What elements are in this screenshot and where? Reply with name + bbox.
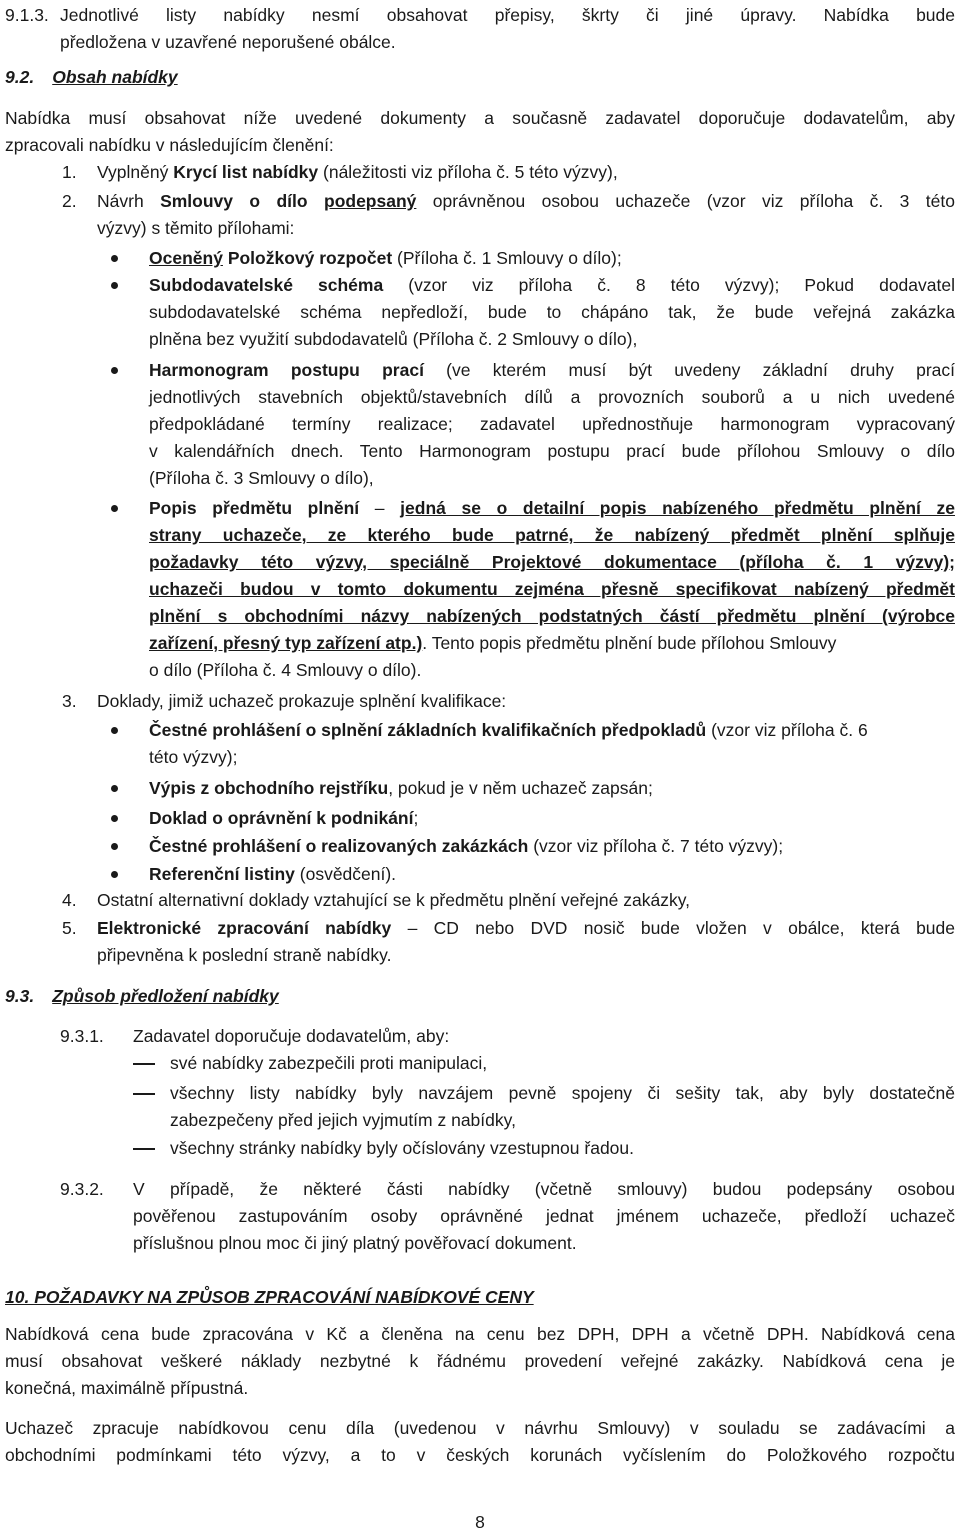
- paragraph-line: Zadavatel doporučuje dodavatelům, aby:: [133, 1026, 450, 1046]
- bold-underlined-text: Oceněný: [149, 248, 223, 268]
- section-heading-9-3: [5, 983, 279, 1009]
- section-title: Obsah nabídky: [52, 67, 178, 87]
- bullet-item: [149, 245, 622, 271]
- bold-text: Elektronické zpracování nabídky: [97, 918, 392, 938]
- section-heading-10: 10. POŽADAVKY NA ZPŮSOB ZPRACOVÁNÍ NABÍDKOVÉ CENY: [5, 1287, 534, 1307]
- dash-item: všechny stránky nabídky byly očíslovány vzestupnou řadou.: [170, 1138, 634, 1158]
- bold-text: Doklad o oprávnění k podnikání: [149, 808, 414, 828]
- paragraph-line: této výzvy);: [149, 747, 238, 767]
- text-span: Vyplněný: [97, 162, 174, 182]
- text-span: Návrh: [97, 191, 161, 211]
- bullet-item: [149, 805, 418, 831]
- bullet-item: [149, 357, 955, 383]
- text-span: oprávněnou osobou uchazeče (vzor viz příloha č. 3 této: [416, 191, 955, 211]
- bullet-icon: [111, 367, 118, 374]
- section-heading-9-2: [5, 64, 178, 90]
- dash-item: všechny listy nabídky byly navzájem pevně spojeny či sešity tak, aby byly dostatečně: [170, 1083, 955, 1103]
- paragraph-line: Nabídková cena bude zpracována v Kč a členěna na cenu bez DPH, DPH a včetně DPH. Nabídková cena: [5, 1324, 955, 1344]
- bold-text: Smlouvy o dílo: [160, 191, 308, 211]
- paragraph-line: příslušnou plnou moc či jiný platný pověřovací dokument.: [133, 1233, 577, 1253]
- text-span: (vzor viz příloha č. 8 této výzvy); Pokud dodavatel: [383, 275, 955, 295]
- bullet-icon: [111, 255, 118, 262]
- text-span: (vzor viz příloha č. 7 této výzvy);: [528, 836, 784, 856]
- paragraph-line: Nabídka musí obsahovat níže uvedené dokumenty a současně zadavatel doporučuje dodavatelům, aby: [5, 108, 955, 128]
- paragraph-line: (Příloha č. 3 Smlouvy o dílo),: [149, 468, 374, 488]
- text-span: , pokud je v něm uchazeč zapsán;: [388, 778, 653, 798]
- text-span: (ve kterém musí být uvedeny základní druhy prací: [423, 360, 955, 380]
- paragraph-line: zpracovali nabídku v následujícím členění:: [5, 135, 334, 155]
- paragraph-line: pověřenou zastupováním osoby oprávněné jednat jménem uchazeče, předloží uchazeč: [133, 1206, 955, 1226]
- bullet-item: [149, 861, 396, 887]
- paragraph-line: výzvy) s těmito přílohami:: [97, 218, 295, 238]
- bold-text: Referenční listiny: [149, 864, 295, 884]
- bold-underlined-text: podepsaný: [324, 191, 417, 211]
- bold-underlined-text: zařízení, přesný typ zařízení atp.): [149, 633, 423, 653]
- bullet-icon: [111, 282, 118, 289]
- bullet-item: [149, 717, 868, 743]
- bold-text: Popis předmětu plnění: [149, 498, 360, 518]
- text-span: (Příloha č. 1 Smlouvy o dílo);: [392, 248, 622, 268]
- bullet-icon: [111, 871, 118, 878]
- text-span: – CD nebo DVD nosič bude vložen v obálce, která bude: [391, 918, 955, 938]
- dash-item: své nabídky zabezpečili proti manipulaci,: [170, 1053, 488, 1073]
- list-item: [97, 159, 618, 185]
- list-number: 5.: [62, 918, 77, 938]
- paragraph-line: Jednotlivé listy nabídky nesmí obsahovat přepisy, škrty či jiné úpravy. Nabídka bude: [60, 5, 955, 25]
- paragraph-line: požadavky této výzvy, speciálně Projektové dokumentace (příloha č. 1 výzvy);: [149, 552, 955, 572]
- paragraph-line: zabezpečeny před jejich vyjmutím z nabídky,: [170, 1110, 516, 1130]
- paragraph-line: předpokládané termíny realizace; zadavatel upřednostňuje harmonogram vypracovaný: [149, 414, 955, 434]
- bullet-item: [149, 833, 783, 859]
- dash-icon: [133, 1063, 155, 1065]
- bullet-icon: [111, 843, 118, 850]
- list-number: 4.: [62, 890, 77, 910]
- bullet-icon: [111, 727, 118, 734]
- section-number-9-3-1: 9.3.1.: [60, 1026, 104, 1046]
- bold-underlined-text: jedná se o detailní popis nabízeného předmětu plnění ze: [400, 498, 955, 518]
- paragraph-line: jednotlivých stavebních objektů/stavebních dílů a provozních souborů a u nich uvedené: [149, 387, 955, 407]
- bold-text: Čestné prohlášení o realizovaných zakázkách: [149, 836, 529, 856]
- paragraph-line: strany uchazeče, ze kterého bude patrné, že nabízený předmět plnění splňuje: [149, 525, 955, 545]
- paragraph-line: subdodavatelské schéma nepředloží, bude to chápáno tak, že bude veřejná zakázka: [149, 302, 955, 322]
- list-item: Ostatní alternativní doklady vztahující se k předmětu plnění veřejné zakázky,: [97, 890, 691, 910]
- text-span: ;: [413, 808, 419, 828]
- text-span: [308, 191, 324, 211]
- bullet-icon: [111, 815, 118, 822]
- bold-text: Čestné prohlášení o splnění základních kvalifikačních předpokladů: [149, 720, 707, 740]
- list-item: Doklady, jimiž uchazeč prokazuje splnění kvalifikace:: [97, 691, 507, 711]
- section-number-9-1-3: 9.1.3.: [5, 5, 49, 25]
- paragraph-line: plněna bez využití subdodavatelů (Příloha č. 2 Smlouvy o dílo),: [149, 329, 638, 349]
- list-number: 2.: [62, 191, 77, 211]
- bold-text: Harmonogram postupu prací: [149, 360, 424, 380]
- bullet-item: [149, 775, 653, 801]
- paragraph-line: plnění s obchodními názvy nabízených podstatných částí předmětu plnění (výrobce: [149, 606, 955, 626]
- text-span: (vzor viz příloha č. 6: [706, 720, 868, 740]
- bold-text: Výpis z obchodního rejstříku: [149, 778, 389, 798]
- dash-icon: [133, 1148, 155, 1150]
- bullet-item: [149, 272, 955, 298]
- paragraph-line: obchodními podmínkami této výzvy, a to v českých korunách vyčíslením do Položkového rozpočtu: [5, 1445, 955, 1465]
- paragraph-line: konečná, maximálně přípustná.: [5, 1378, 249, 1398]
- list-item: [97, 188, 955, 214]
- list-number: 3.: [62, 691, 77, 711]
- bold-text: Krycí list nabídky: [173, 162, 319, 182]
- paragraph-line: [149, 630, 836, 656]
- paragraph-line: v kalendářních dnech. Tento Harmonogram postupu prací bude přílohou Smlouvy o dílo: [149, 441, 955, 461]
- paragraph-line: předložena v uzavřené neporušené obálce.: [60, 32, 396, 52]
- section-title: Způsob předložení nabídky: [52, 986, 279, 1006]
- bullet-icon: [111, 505, 118, 512]
- text-span: . Tento popis předmětu plnění bude přílohou Smlouvy: [422, 633, 837, 653]
- section-number-9-3-2: 9.3.2.: [60, 1179, 104, 1199]
- section-number: 9.2.: [5, 67, 35, 87]
- bold-text: Subdodavatelské schéma: [149, 275, 384, 295]
- list-number: 1.: [62, 162, 77, 182]
- dash-icon: [133, 1093, 155, 1095]
- paragraph-line: V případě, že některé části nabídky (včetně smlouvy) budou podepsány osobou: [133, 1179, 955, 1199]
- text-span: (osvědčení).: [294, 864, 397, 884]
- bullet-item: [149, 495, 955, 521]
- bold-text: Položkový rozpočet: [227, 248, 393, 268]
- paragraph-line: o dílo (Příloha č. 4 Smlouvy o dílo).: [149, 660, 422, 680]
- paragraph-line: musí obsahovat veškeré náklady nezbytné k řádnému provedení veřejné zakázky. Nabídková cena je: [5, 1351, 955, 1371]
- bullet-icon: [111, 785, 118, 792]
- paragraph-line: Uchazeč zpracuje nabídkovou cenu díla (uvedenou v návrhu Smlouvy) v souladu se zadávacími a: [5, 1418, 955, 1438]
- list-item: [97, 915, 955, 941]
- paragraph-line: uchazeči budou v tomto dokumentu zejména přesně specifikovat nabízený předmět: [149, 579, 955, 599]
- page-number: 8: [475, 1512, 485, 1532]
- section-number: 9.3.: [5, 986, 35, 1006]
- text-span: –: [359, 498, 401, 518]
- paragraph-line: připevněna k poslední straně nabídky.: [97, 945, 392, 965]
- text-span: (náležitosti viz příloha č. 5 této výzvy),: [318, 162, 618, 182]
